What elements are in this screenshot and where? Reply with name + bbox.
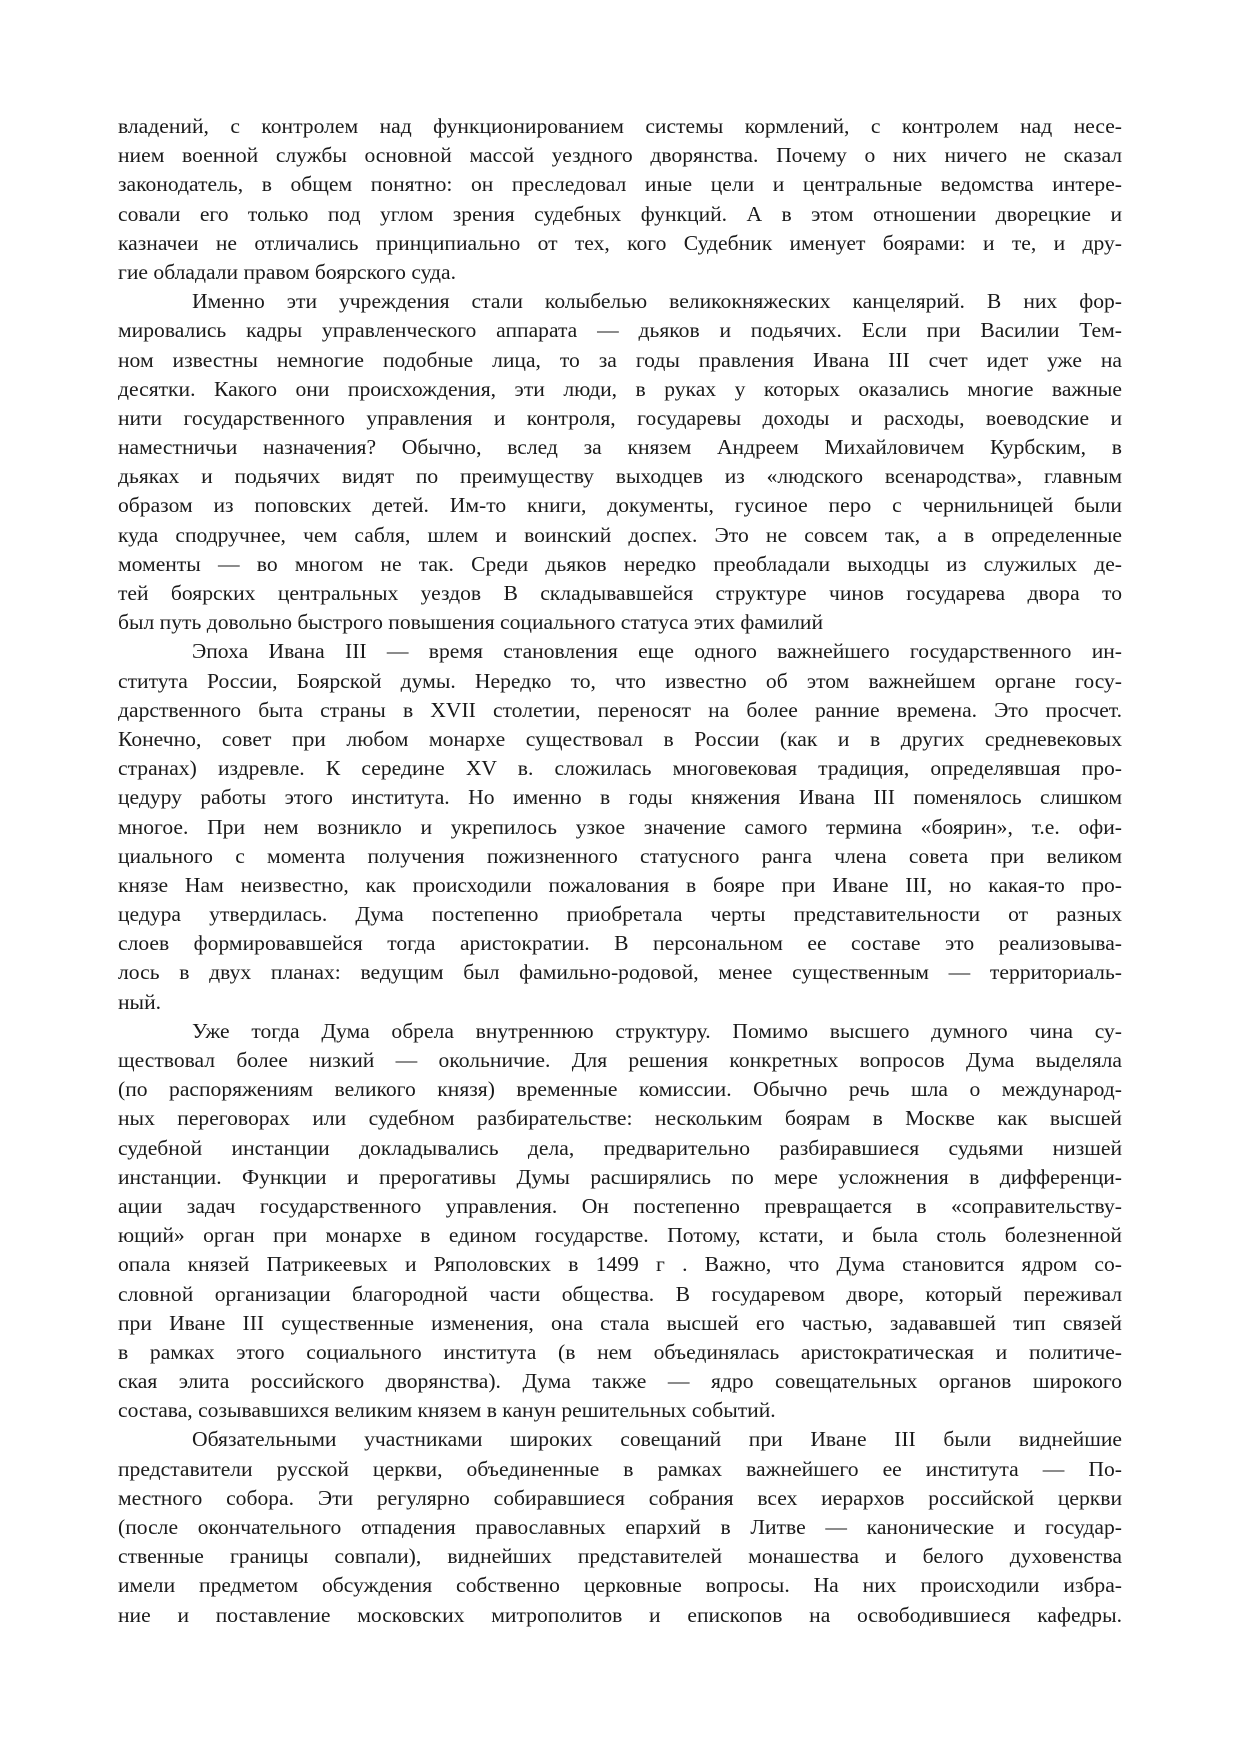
text-line: Конечно, совет при любом монархе существовал в России (как и в других средневековых: [118, 726, 1122, 751]
text-line: законодатель, в общем понятно: он преследовал иные цели и центральные ведомства интере-: [118, 172, 1122, 197]
text-line: гие обладали правом боярского суда.: [118, 259, 457, 284]
text-line: совали его только под углом зрения судебных функций. А в этом отношении дворецкие и: [118, 201, 1122, 226]
text-line: десятки. Какого они происхождения, эти люди, в руках у которых оказались многие важные: [118, 376, 1122, 401]
text-line: Именно эти учреждения стали колыбелью великокняжеских канцелярий. В них фор-: [192, 289, 1122, 314]
text-line: местного собора. Эти регулярно собиравшиеся собрания всех иерархов российской церкви: [118, 1485, 1122, 1510]
text-line: в рамках этого социального института (в нем объединялась аристократическая и политиче-: [118, 1339, 1122, 1364]
text-line: опала князей Патрикеевых и Ряполовских в 1499 г . Важно, что Дума становится ядром со-: [118, 1252, 1122, 1277]
text-line: куда сподручнее, чем сабля, шлем и воинский доспех. Это не совсем так, а в определенные: [118, 522, 1122, 547]
text-line: ющий» орган при монархе в едином государстве. Потому, кстати, и была столь болезненной: [118, 1223, 1122, 1248]
text-line: судебной инстанции докладывались дела, предварительно разбиравшиеся судьями низшей: [118, 1135, 1122, 1160]
text-line: был путь довольно быстрого повышения социального статуса этих фамилий: [118, 610, 824, 635]
text-line: странах) издревле. К середине XV в. сложилась многовековая традиция, определявшая про-: [118, 756, 1122, 781]
text-line: циального с момента получения пожизненного статусного ранга члена совета при великом: [118, 843, 1122, 868]
text-line: казначеи не отличались принципиально от тех, кого Судебник именует боярами: и те, и дру-: [118, 230, 1122, 255]
text-line: ных переговорах или судебном разбирательстве: нескольким боярам в Москве как высшей: [118, 1106, 1122, 1131]
text-line: ская элита российского дворянства). Дума также — ядро совещательных органов широкого: [118, 1369, 1122, 1394]
text-line: цедура утвердилась. Дума постепенно приобретала черты представительности от разных: [118, 902, 1122, 927]
text-line: (после окончательного отпадения православных епархий в Литве — канонические и государ-: [118, 1515, 1122, 1539]
paragraph: [118, 112, 1122, 287]
text-line: представители русской церкви, объединенные в рамках важнейшего ее института — По-: [118, 1456, 1122, 1481]
text-line: состава, созывавшихся великим князем в канун решительных событий.: [118, 1398, 776, 1423]
text-line: тей боярских центральных уездов В складывавшейся структуре чинов государева двора то: [118, 581, 1122, 605]
paragraph: [118, 287, 1122, 637]
text-line: ственные границы совпали), виднейших представителей монашества и белого духовенства: [118, 1544, 1122, 1569]
paragraph: [118, 637, 1122, 1016]
text-line: цедуру работы этого института. Но именно в годы княжения Ивана III поменялось слишком: [118, 785, 1122, 810]
text-line: инстанции. Функции и прерогативы Думы расширялись по мере усложнения в дифференци-: [118, 1164, 1122, 1189]
text-line: Эпоха Ивана III — время становления еще одного важнейшего государственного ин-: [192, 639, 1122, 664]
text-line: мировались кадры управленческого аппарата — дьяков и подьячих. Если при Василии Тем-: [118, 318, 1122, 343]
text-line: (по распоряжениям великого князя) временные комиссии. Обычно речь шла о международ-: [118, 1077, 1122, 1102]
text-line: словной организации благородной части общества. В государевом дворе, который переживал: [118, 1281, 1122, 1306]
text-line: наместничьи назначения? Обычно, вслед за князем Андреем Михайловичем Курбским, в: [118, 435, 1122, 460]
text-line: нием военной службы основной массой уездного дворянства. Почему о них ничего не сказал: [118, 143, 1122, 168]
text-line: владений, с контролем над функционированием системы кормлений, с контролем над несе-: [118, 114, 1122, 138]
paragraph: [118, 1017, 1122, 1426]
document-page: [118, 112, 1122, 1630]
text-line: имели предметом обсуждения собственно церковные вопросы. На них происходили избра-: [118, 1573, 1122, 1598]
text-line: ститута России, Боярской думы. Нередко то, что известно об этом важнейшем органе госу-: [118, 668, 1122, 693]
text-line: слоев формировавшейся тогда аристократии. В персональном ее составе это реализовыва-: [118, 931, 1122, 956]
text-line: ации задач государственного управления. Он постепенно превращается в «соправительству-: [118, 1193, 1122, 1218]
text-line: образом из поповских детей. Им-то книги, документы, гусиное перо с чернильницей были: [118, 493, 1122, 518]
text-line: моменты — во многом не так. Среди дьяков нередко преобладали выходцы из служилых де-: [118, 551, 1122, 576]
text-line: дьяках и подьячих видят по преимуществу выходцев из «людского всенародства», главным: [118, 464, 1122, 489]
text-line: князе Нам неизвестно, как происходили пожалования в бояре при Иване III, но какая-то про-: [118, 872, 1122, 897]
text-line: нити государственного управления и контроля, государевы доходы и расходы, воеводские и: [118, 405, 1122, 430]
paragraph: [118, 1425, 1122, 1629]
text-line: ный.: [118, 989, 162, 1014]
text-line: ном известны немногие подобные лица, то за годы правления Ивана III счет идет уже на: [118, 347, 1122, 372]
text-line: при Иване III существенные изменения, она стала высшей его частью, задававшей тип связей: [118, 1310, 1122, 1335]
text-line: Уже тогда Дума обрела внутреннюю структуру. Помимо высшего думного чина су-: [192, 1018, 1122, 1043]
text-line: ществовал более низкий — окольничие. Для решения конкретных вопросов Дума выделяла: [118, 1048, 1122, 1072]
text-line: ние и поставление московских митрополитов и епископов на освободившиеся кафедры.: [118, 1602, 1122, 1627]
text-line: многое. При нем возникло и укрепилось узкое значение самого термина «боярин», т.е. офи-: [118, 814, 1122, 839]
text-line: Обязательными участниками широких совещаний при Иване III были виднейшие: [192, 1427, 1122, 1452]
text-line: лось в двух планах: ведущим был фамильно-родовой, менее существенным — территориаль-: [118, 960, 1122, 985]
text-line: дарственного быта страны в XVII столетии, переносят на более ранние времена. Это просчет.: [118, 697, 1122, 722]
